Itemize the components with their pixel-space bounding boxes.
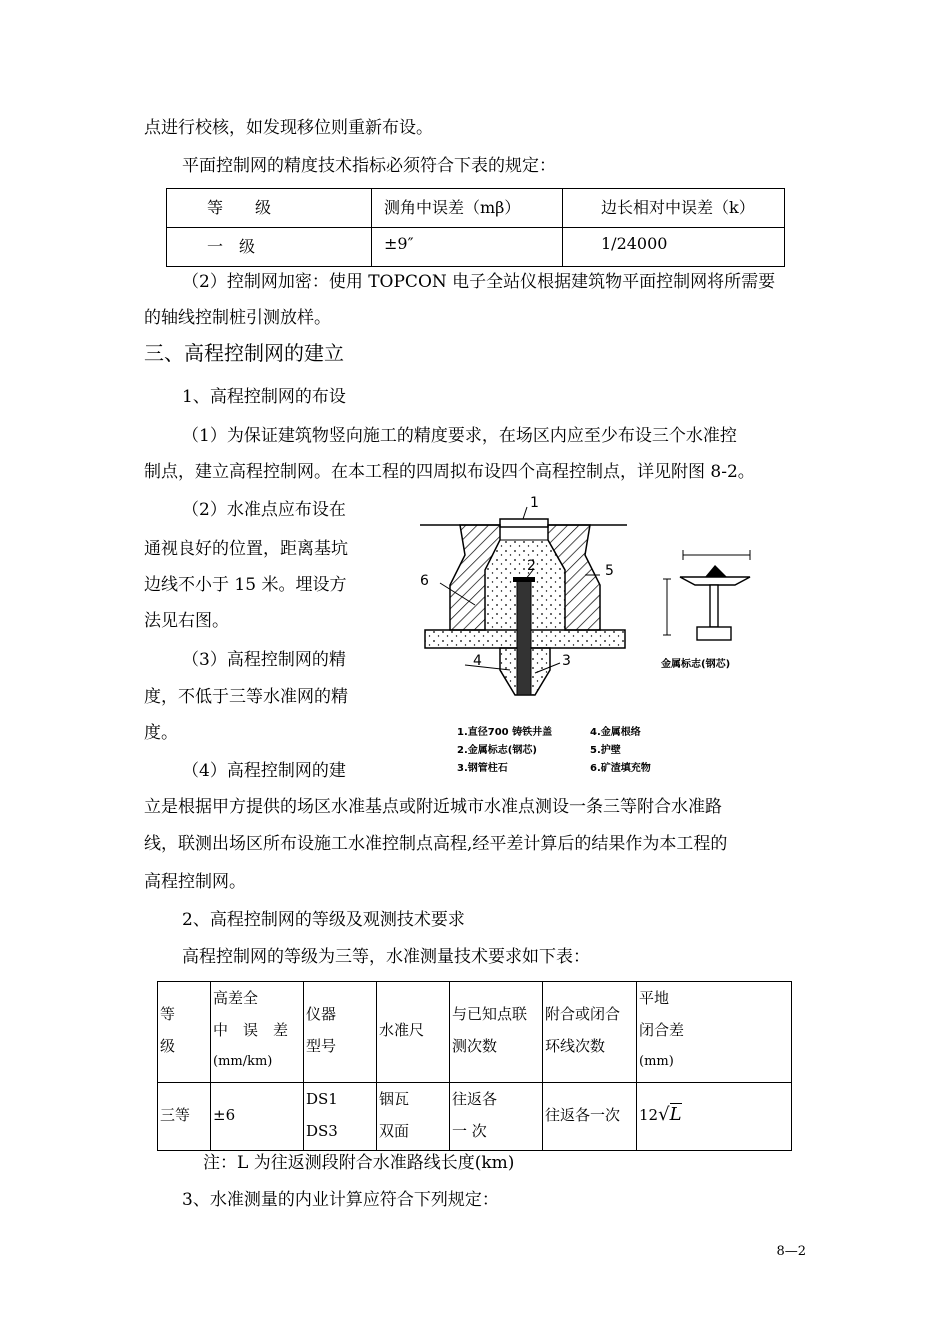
page-number: 8—2	[776, 1244, 806, 1259]
table-cell-line: 双面	[379, 1122, 410, 1140]
paragraph-line: （2）水准点应布设在	[182, 500, 346, 520]
paragraph-line: （4）高程控制网的建	[182, 761, 346, 781]
figure-legend-item: 1.直径700 铸铁井盖	[457, 727, 553, 738]
figure-legend-item: 3.钢管柱石	[457, 763, 508, 774]
table-note: 注：L 为往返测段附合水准路线长度(km)	[203, 1153, 515, 1173]
table-header-line: 中 误 差	[213, 1021, 289, 1039]
benchmark-section-drawing	[420, 507, 627, 695]
figure-legend-item: 5.护壁	[590, 745, 621, 756]
subheading: 2、高程控制网的等级及观测技术要求	[182, 910, 465, 930]
figure-legend-item: 4.金属根络	[590, 727, 641, 738]
table-cell-line: 一 次	[452, 1122, 487, 1140]
table-cell: 1/24000	[601, 234, 668, 253]
section-heading: 三、高程控制网的建立	[144, 341, 344, 365]
figure-label: 1	[530, 495, 539, 511]
table-header: 测角中误差（mβ）	[384, 198, 521, 217]
paragraph-line: 线，联测出场区所布设施工水准控制点高程,经平差计算后的结果作为本工程的	[144, 834, 728, 854]
table-header-line: 与已知点联	[452, 1005, 528, 1023]
paragraph-line: （2）控制网加密：使用 TOPCON 电子全站仪根据建筑物平面控制网将所需要	[182, 272, 776, 292]
paragraph-line: 高程控制网的等级为三等，水准测量技术要求如下表：	[182, 947, 590, 967]
precision-table	[166, 188, 785, 267]
table-header-line: 环线次数	[545, 1037, 606, 1055]
paragraph-line: 高程控制网。	[144, 872, 246, 892]
paragraph-line: 法见右图。	[144, 611, 229, 631]
paragraph-line: 制点，建立高程控制网。在本工程的四周拟布设四个高程控制点，详见附图 8-2。	[144, 462, 755, 482]
benchmark-figure	[405, 495, 785, 785]
leveling-table	[157, 981, 792, 1151]
table-header-line: 平地	[639, 989, 670, 1007]
table-header-line: 仪器	[306, 1005, 337, 1023]
formula-coefficient: 12	[639, 1106, 659, 1124]
table-cell-line: DS1	[306, 1090, 338, 1108]
sqrt-formula: 12√L	[639, 1104, 682, 1125]
paragraph-line: （3）高程控制网的精	[182, 650, 346, 670]
table-cell: 一 级	[207, 237, 256, 256]
table-cell: ±6	[213, 1106, 236, 1124]
table-header-line: 高差全	[213, 989, 259, 1007]
figure-label: 3	[562, 653, 571, 669]
paragraph-line: 通视良好的位置，距离基坑	[144, 539, 348, 559]
figure-label: 2	[527, 558, 536, 574]
figure-caption: 金属标志(钢芯)	[661, 659, 731, 670]
table-cell-line: 往返各	[452, 1090, 498, 1108]
table-header-line: 闭合差	[639, 1021, 685, 1039]
table-header-line: 型号	[306, 1037, 337, 1055]
subheading: 1、高程控制网的布设	[182, 387, 346, 407]
paragraph-line: 平面控制网的精度技术指标必须符合下表的规定：	[182, 156, 556, 176]
table-cell: 三等	[160, 1106, 191, 1124]
table-header: 等 级	[207, 198, 272, 217]
paragraph-line: 度，不低于三等水准网的精	[144, 687, 348, 707]
table-header-line: 等	[160, 1005, 176, 1023]
figure-label: 5	[605, 563, 614, 579]
table-header-line: 测次数	[452, 1037, 498, 1055]
table-header: 边长相对中误差（k）	[601, 198, 755, 217]
table-header: 水准尺	[379, 1021, 425, 1039]
table-cell: ±9″	[384, 234, 414, 253]
paragraph-line: 点进行校核，如发现移位则重新布设。	[144, 118, 433, 138]
table-header-line: 级	[160, 1037, 176, 1055]
paragraph-line: 的轴线控制桩引测放样。	[144, 308, 331, 328]
figure-label: 4	[473, 653, 482, 669]
table-cell-line: DS3	[306, 1122, 338, 1140]
paragraph-line: 边线不小于 15 米。埋设方	[144, 575, 347, 595]
subheading: 3、水准测量的内业计算应符合下列规定：	[182, 1190, 499, 1210]
table-header-line: 附合或闭合	[545, 1005, 621, 1023]
figure-legend-item: 6.矿渣填充物	[590, 763, 651, 774]
table-cell: 往返各一次	[545, 1106, 621, 1124]
paragraph-line: （1）为保证建筑物竖向施工的精度要求，在场区内应至少布设三个水准控	[182, 426, 737, 446]
figure-legend-item: 2.金属标志(钢芯)	[457, 745, 537, 756]
metal-marker-detail	[663, 550, 750, 640]
formula-variable: L	[669, 1104, 682, 1125]
paragraph-line: 立是根据甲方提供的场区水准基点或附近城市水准点测设一条三等附合水准路	[144, 797, 722, 817]
figure-label: 6	[420, 573, 429, 589]
paragraph-line: 度。	[144, 723, 178, 743]
table-header-line: (mm/km)	[213, 1054, 273, 1069]
table-cell-line: 铟瓦	[379, 1090, 410, 1108]
table-header-line: (mm)	[639, 1054, 674, 1069]
